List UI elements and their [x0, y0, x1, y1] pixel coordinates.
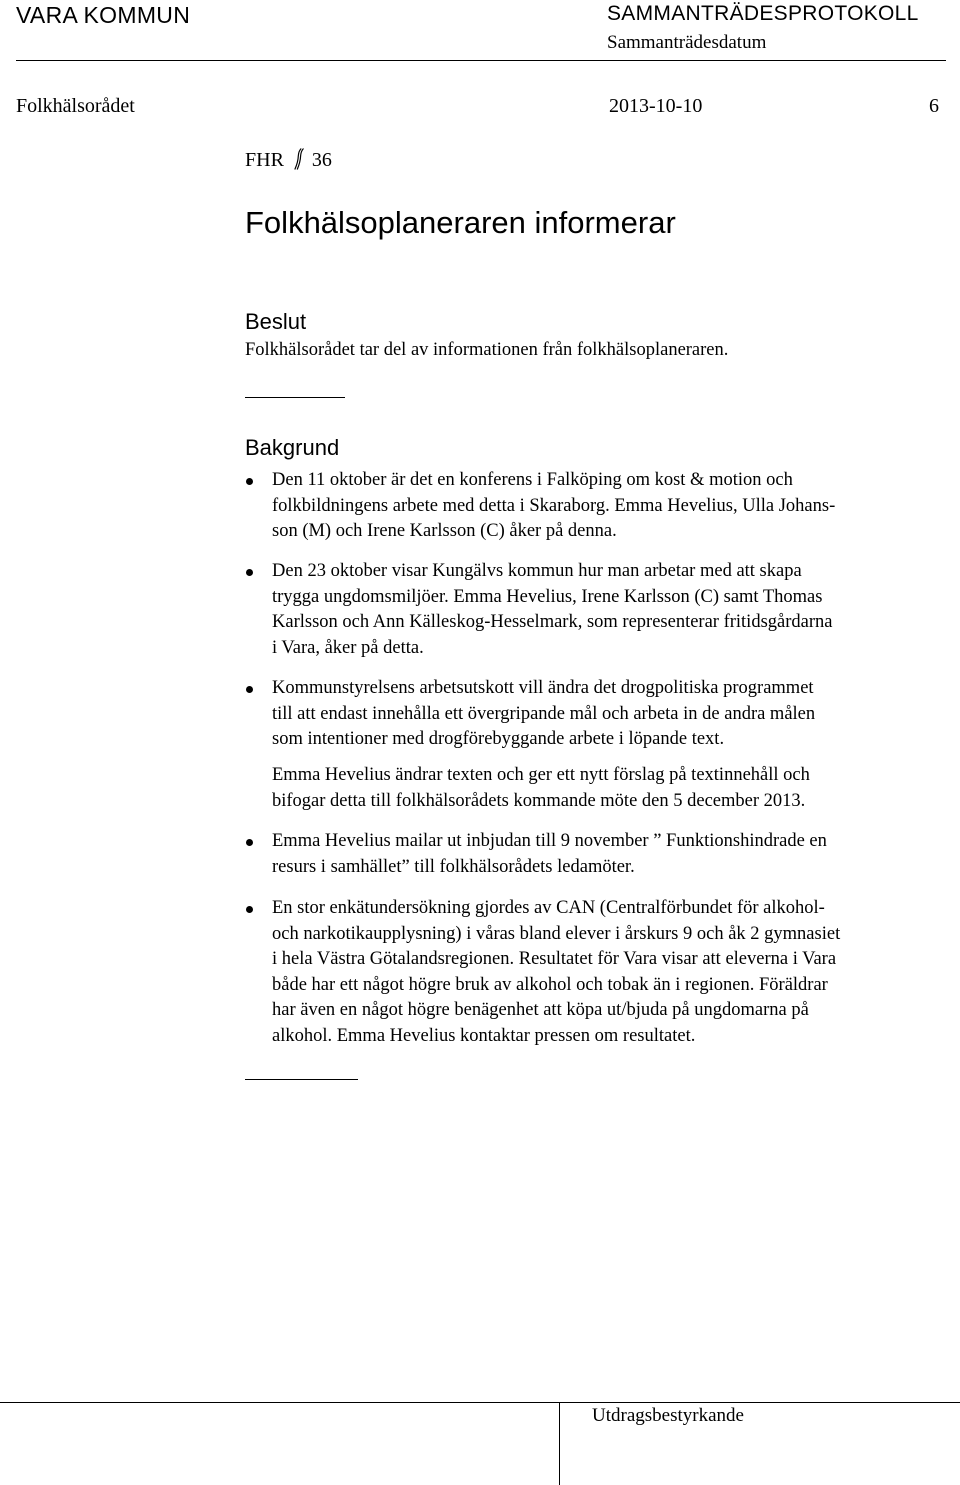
footer-rule: [0, 1402, 960, 1403]
bullet-icon: [246, 686, 253, 693]
list-item-line: trygga ungdomsmiljöer. Emma Hevelius, Irene Karlsson (C) samt Thomas: [272, 586, 823, 607]
list-item: [272, 468, 835, 545]
list-item-line: Kommunstyrelsens arbetsutskott vill ändra det drogpolitiska programmet: [272, 678, 814, 698]
item-title: Folkhälsoplaneraren informerar: [245, 205, 676, 240]
list-item-line: som intentioner med drogförebyggande arbete i löpande text.: [272, 729, 725, 750]
list-item-line: Emma Hevelius mailar ut inbjudan till 9 november ” Funktionshindrade en: [272, 831, 827, 851]
bullet-icon: [246, 569, 253, 576]
list-item-line: Emma Hevelius ändrar texten och ger ett nytt förslag på textinnehåll och: [272, 765, 810, 785]
paragraph-prefix: FHR: [245, 149, 284, 171]
bakgrund-heading: Bakgrund: [245, 435, 340, 460]
list-item-line: både har ett något högre bruk av alkohol och tobak än i regionen. Föräldrar: [272, 974, 828, 995]
bullet-icon: [246, 839, 253, 846]
bullet-icon: [246, 478, 253, 485]
footer-divider: [559, 1402, 560, 1485]
end-divider: [245, 1079, 358, 1080]
section-divider: [245, 397, 345, 398]
beslut-text: Folkhälsorådet tar del av informationen från folkhälsoplaneraren.: [245, 340, 729, 360]
bullet-icon: [246, 906, 253, 913]
list-item: [272, 676, 815, 753]
document-type: SAMMANTRÄDESPROTOKOLL: [607, 2, 919, 25]
beslut-heading: Beslut: [245, 309, 307, 334]
paragraph-reference: [245, 147, 332, 172]
list-item-line: och narkotikaupplysning) i våras bland elever i årskurs 9 och åk 2 gymnasiet: [272, 923, 841, 944]
list-item-line: Karlsson och Ann Källeskog-Hesselmark, som representerar fritidsgårdarna: [272, 612, 833, 633]
list-item: [272, 896, 840, 1050]
list-item-line: bifogar detta till folkhälsorådets kommande möte den 5 december 2013.: [272, 790, 806, 811]
list-item: [272, 559, 832, 661]
paragraph-number: 36: [311, 149, 332, 171]
list-item-line: har även en något högre benägenhet att köpa ut/bjuda på ungdomarna på: [272, 1000, 809, 1021]
certification-label: Utdragsbestyrkande: [592, 1405, 744, 1426]
list-item-line: alkohol. Emma Hevelius kontaktar pressen om resultatet.: [272, 1025, 696, 1046]
meeting-date: 2013-10-10: [609, 95, 703, 117]
list-item-line: Den 23 oktober visar Kungälvs kommun hur man arbetar med att skapa: [272, 561, 802, 581]
section-sign-icon: [290, 147, 308, 171]
list-item-line: Den 11 oktober är det en konferens i Falköping om kost & motion och: [272, 470, 793, 490]
committee-name: Folkhälsorådet: [16, 95, 135, 117]
organization-name: VARA KOMMUN: [16, 2, 191, 28]
meeting-date-label: Sammanträdesdatum: [607, 32, 767, 53]
list-item-line: i Vara, åker på detta.: [272, 637, 424, 658]
list-item: [272, 829, 827, 880]
list-item-followup: [272, 763, 810, 814]
list-item-line: i hela Västra Götalandsregionen. Resultatet för Vara visar att eleverna i Vara: [272, 949, 837, 970]
page-number: 6: [929, 95, 939, 117]
list-item-line: En stor enkätundersökning gjordes av CAN (Centralförbundet för alkohol-: [272, 898, 825, 918]
list-item-line: son (M) och Irene Karlsson (C) åker på denna.: [272, 521, 617, 542]
list-item-line: till att endast innehålla ett övergripande mål och arbeta in de andra målen: [272, 703, 816, 724]
list-item-line: folkbildningens arbete med detta i Skaraborg. Emma Hevelius, Ulla Johans-: [272, 495, 836, 516]
list-item-line: resurs i samhället” till folkhälsorådets ledamöter.: [272, 856, 635, 877]
header-rule: [16, 60, 946, 61]
